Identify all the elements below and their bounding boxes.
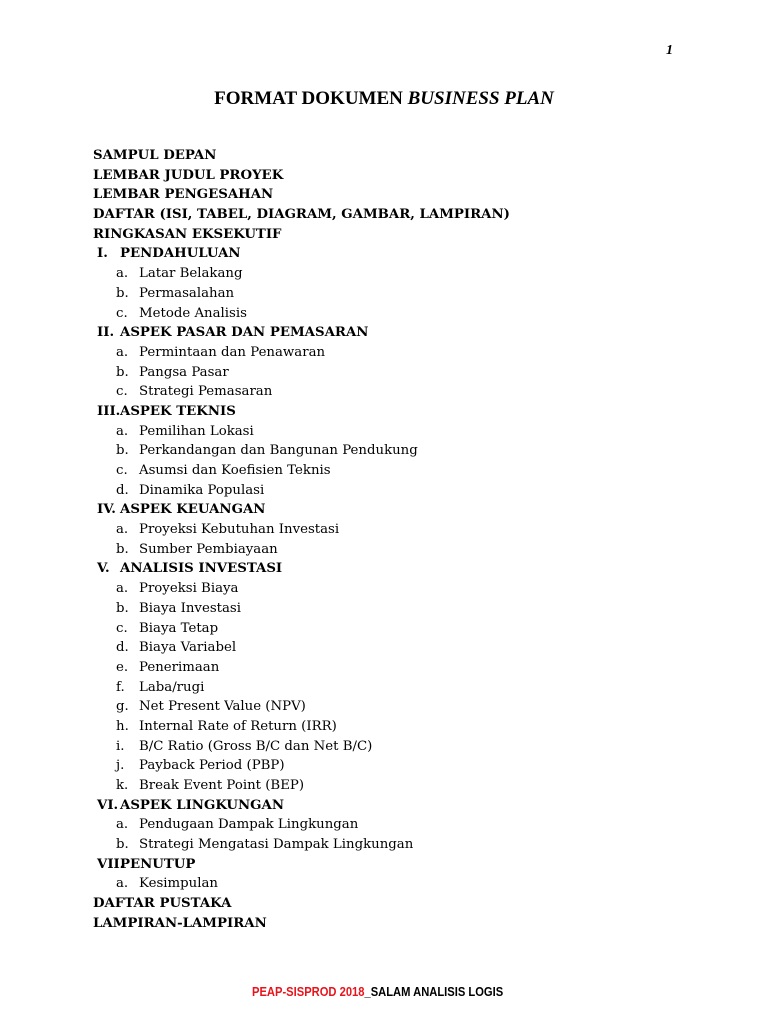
section-numeral: II. xyxy=(97,325,115,341)
list-item-text: Internal Rate of Return (IRR) xyxy=(139,718,337,734)
list-item-text: Kesimpulan xyxy=(139,876,218,892)
footer-rest: _SALAM ANALISIS LOGIS xyxy=(364,984,504,999)
outline-heading: LEMBAR JUDUL PROYEK xyxy=(93,167,284,183)
list-item-text: Metode Analisis xyxy=(139,305,247,321)
list-item-text: Permasalahan xyxy=(139,285,235,301)
outline-heading: LEMBAR PENGESAHAN xyxy=(93,187,274,203)
list-item-text: Break Event Point (BEP) xyxy=(139,778,305,793)
list-item-text: Strategi Pemasaran xyxy=(139,384,273,400)
section-title: ASPEK KEUANGAN xyxy=(120,502,266,518)
outline-heading: RINGKASAN EKSEKUTIF xyxy=(93,226,282,242)
section-heading xyxy=(93,559,713,579)
list-item-text: Payback Period (PBP) xyxy=(139,758,285,774)
section-title: ASPEK TEKNIS xyxy=(120,403,236,419)
list-item-text: Sumber Pembiayaan xyxy=(139,541,278,557)
section-numeral: III. xyxy=(97,403,121,419)
section-title: ASPEK PASAR DAN PEMASARAN xyxy=(120,325,369,341)
list-item-marker: b. xyxy=(116,443,129,459)
list-item-text: Pendugaan Dampak Lingkungan xyxy=(139,817,359,833)
section-title: PENUTUP xyxy=(120,856,196,872)
list-item xyxy=(93,599,713,619)
list-item-text: Biaya Investasi xyxy=(139,600,241,616)
list-item xyxy=(93,717,713,737)
list-item xyxy=(93,343,713,363)
list-item xyxy=(93,304,713,324)
list-item-text: Proyeksi Kebutuhan Investasi xyxy=(139,522,340,538)
list-item xyxy=(93,264,713,284)
section-numeral: VII. xyxy=(97,856,125,872)
page-number: 1 xyxy=(666,43,673,58)
title-prefix: FORMAT DOKUMEN xyxy=(214,88,403,109)
list-item-text: Pemilihan Lokasi xyxy=(139,423,254,439)
list-item xyxy=(93,638,713,658)
list-item xyxy=(93,284,713,304)
list-item xyxy=(93,835,713,855)
list-item-marker: b. xyxy=(116,837,129,853)
list-item xyxy=(93,441,713,461)
list-item-text: Biaya Tetap xyxy=(139,620,219,636)
list-item-text: Penerimaan xyxy=(139,659,220,675)
list-item xyxy=(93,461,713,481)
list-item xyxy=(93,756,713,776)
list-item-marker: c. xyxy=(116,384,128,400)
list-item-marker: g. xyxy=(116,699,129,715)
outline-heading: SAMPUL DEPAN xyxy=(93,148,217,163)
list-item-text: Asumsi dan Koefisien Teknis xyxy=(139,463,331,478)
list-item xyxy=(93,520,713,540)
list-item-text: Laba/rugi xyxy=(139,679,205,695)
list-item-marker: b. xyxy=(116,541,129,557)
list-item xyxy=(93,363,713,383)
list-item-marker: a. xyxy=(116,344,129,360)
footer xyxy=(252,984,503,999)
list-item-marker: c. xyxy=(116,305,128,321)
list-item xyxy=(93,422,713,442)
list-item xyxy=(93,382,713,402)
section-heading xyxy=(93,323,713,343)
section-title: ASPEK LINGKUNGAN xyxy=(120,797,284,813)
list-item xyxy=(93,579,713,599)
section-heading xyxy=(93,796,713,816)
list-item-text: Perkandangan dan Bangunan Pendukung xyxy=(139,443,418,459)
footer-accent: PEAP-SISPROD 2018 xyxy=(252,984,365,999)
list-item-marker: b. xyxy=(116,364,129,380)
list-item xyxy=(93,697,713,717)
list-item-marker: k. xyxy=(116,778,129,793)
section-numeral: I. xyxy=(97,246,108,262)
list-item-marker: d. xyxy=(116,482,129,498)
title-italic: BUSINESS PLAN xyxy=(407,88,554,109)
list-item-marker: a. xyxy=(116,876,129,892)
list-item-text: Dinamika Populasi xyxy=(139,482,265,498)
list-item xyxy=(93,874,713,894)
section-numeral: V. xyxy=(97,561,110,577)
list-item-marker: d. xyxy=(116,640,129,656)
list-item xyxy=(93,737,713,757)
list-item xyxy=(93,540,713,560)
list-item-marker: a. xyxy=(116,581,129,597)
document-title xyxy=(0,88,768,110)
section-title: PENDAHULUAN xyxy=(120,246,241,262)
document-outline xyxy=(93,146,713,934)
list-item-marker: a. xyxy=(116,266,129,282)
list-item xyxy=(93,619,713,639)
list-item-marker: c. xyxy=(116,463,128,478)
list-item-marker: b. xyxy=(116,285,129,301)
section-heading xyxy=(93,855,713,875)
section-heading xyxy=(93,402,713,422)
list-item-marker: a. xyxy=(116,817,129,833)
list-item xyxy=(93,481,713,501)
list-item-marker: j. xyxy=(116,758,125,774)
list-item-text: Proyeksi Biaya xyxy=(139,581,239,597)
section-numeral: VI. xyxy=(97,797,119,813)
section-title: ANALISIS INVESTASI xyxy=(120,561,283,577)
list-item-text: B/C Ratio (Gross B/C dan Net B/C) xyxy=(139,738,373,754)
list-item-text: Permintaan dan Penawaran xyxy=(139,344,326,360)
outline-heading: DAFTAR (ISI, TABEL, DIAGRAM, GAMBAR, LAMPIRAN) xyxy=(93,207,510,223)
list-item-text: Biaya Variabel xyxy=(139,640,237,656)
list-item-marker: b. xyxy=(116,600,129,616)
list-item xyxy=(93,678,713,698)
list-item-marker: f. xyxy=(116,679,125,695)
list-item-text: Net Present Value (NPV) xyxy=(139,699,306,715)
section-heading xyxy=(93,244,713,264)
list-item xyxy=(93,815,713,835)
list-item-text: Pangsa Pasar xyxy=(139,364,229,380)
section-numeral: IV. xyxy=(97,502,116,518)
list-item-marker: i. xyxy=(116,738,125,754)
list-item-marker: a. xyxy=(116,423,129,439)
outline-heading: LAMPIRAN-LAMPIRAN xyxy=(93,915,267,931)
list-item-text: Latar Belakang xyxy=(139,266,243,282)
list-item-marker: h. xyxy=(116,718,129,734)
section-heading xyxy=(93,500,713,520)
list-item xyxy=(93,776,713,796)
list-item-text: Strategi Mengatasi Dampak Lingkungan xyxy=(139,837,414,853)
list-item-marker: a. xyxy=(116,522,129,538)
outline-heading: DAFTAR PUSTAKA xyxy=(93,896,232,912)
list-item-marker: e. xyxy=(116,659,129,675)
list-item-marker: c. xyxy=(116,620,128,636)
list-item xyxy=(93,658,713,678)
